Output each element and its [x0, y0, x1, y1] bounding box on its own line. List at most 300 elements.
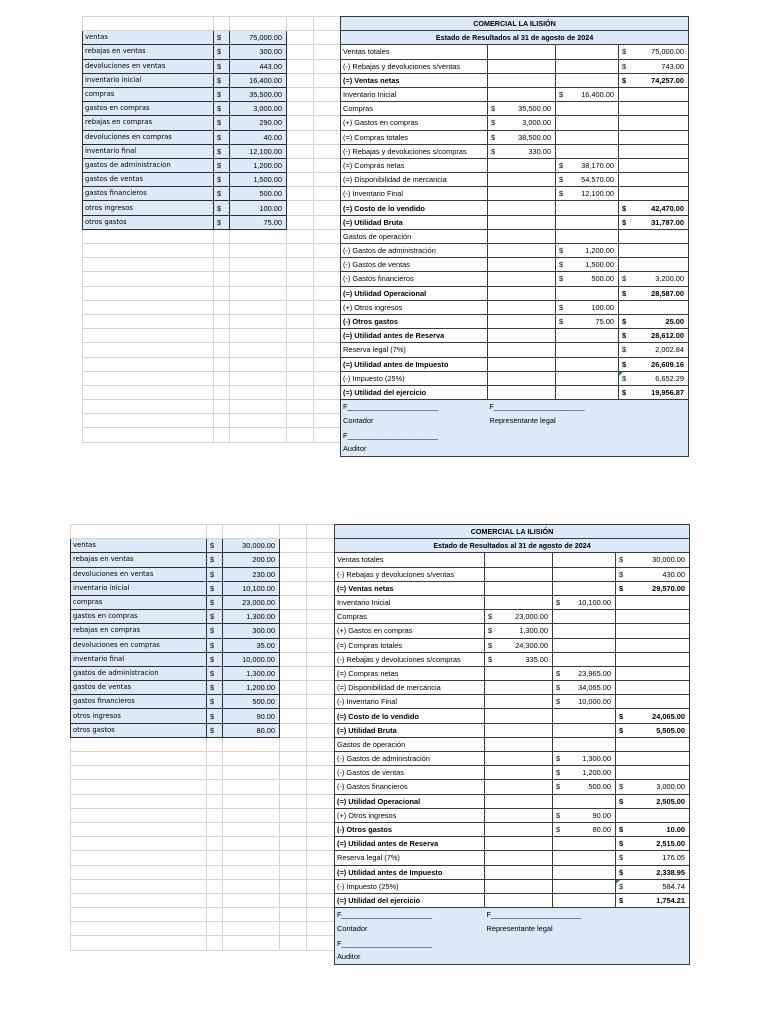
grid-cell[interactable]: [214, 385, 230, 399]
input-value[interactable]: 1,200.00: [223, 681, 280, 695]
input-label[interactable]: gastos en compras: [83, 102, 214, 116]
line-item-label[interactable]: (-) Inventario Final: [335, 695, 485, 709]
grid-cell[interactable]: [307, 525, 335, 539]
amount-c3[interactable]: [616, 709, 690, 723]
grid-cell[interactable]: [230, 300, 287, 314]
grid-cell[interactable]: [280, 666, 307, 680]
empty-cell[interactable]: [485, 723, 553, 737]
line-item-label[interactable]: (=) Utilidad antes de Reserva: [341, 329, 488, 343]
amount-c2[interactable]: [556, 87, 619, 101]
input-value[interactable]: 300.00: [223, 624, 280, 638]
empty-cell[interactable]: [553, 709, 616, 723]
grid-cell[interactable]: [207, 808, 223, 822]
grid-cell[interactable]: [314, 244, 341, 258]
input-label[interactable]: gastos financieros: [83, 187, 214, 201]
line-item-label[interactable]: (=) Utilidad del ejercicio: [335, 893, 485, 907]
empty-cell[interactable]: [616, 808, 690, 822]
signature-line-representante[interactable]: F______________________: [488, 400, 619, 414]
grid-cell[interactable]: [307, 766, 335, 780]
empty-cell[interactable]: [485, 822, 553, 836]
grid-cell[interactable]: [214, 17, 230, 31]
grid-cell[interactable]: [314, 45, 341, 59]
grid-cell[interactable]: [307, 936, 335, 950]
empty-cell[interactable]: [616, 908, 690, 922]
grid-cell[interactable]: [287, 87, 314, 101]
empty-cell[interactable]: [485, 695, 553, 709]
grid-cell[interactable]: [314, 187, 341, 201]
grid-cell[interactable]: [287, 286, 314, 300]
currency-symbol[interactable]: $: [214, 201, 230, 215]
line-item-label[interactable]: (=) Utilidad Operacional: [341, 286, 488, 300]
empty-cell[interactable]: [488, 73, 556, 87]
grid-cell[interactable]: [314, 173, 341, 187]
amount-c3[interactable]: [619, 357, 689, 371]
amount-c2[interactable]: [556, 244, 619, 258]
empty-cell[interactable]: [556, 286, 619, 300]
amount-c2[interactable]: [553, 695, 616, 709]
input-label[interactable]: gastos de ventas: [83, 173, 214, 187]
grid-cell[interactable]: [314, 357, 341, 371]
input-value[interactable]: 90.00: [223, 709, 280, 723]
grid-cell[interactable]: [307, 638, 335, 652]
input-value[interactable]: 500.00: [223, 695, 280, 709]
grid-cell[interactable]: [287, 187, 314, 201]
grid-cell[interactable]: [307, 666, 335, 680]
grid-cell[interactable]: [71, 822, 207, 836]
empty-cell[interactable]: [485, 737, 553, 751]
grid-cell[interactable]: [207, 780, 223, 794]
amount-c3[interactable]: [619, 371, 689, 385]
empty-cell[interactable]: [616, 666, 690, 680]
empty-cell[interactable]: [553, 837, 616, 851]
grid-cell[interactable]: [287, 215, 314, 229]
grid-cell[interactable]: [307, 681, 335, 695]
amount-c2[interactable]: [553, 595, 616, 609]
empty-cell[interactable]: [619, 428, 689, 442]
input-label[interactable]: otros gastos: [83, 215, 214, 229]
empty-cell[interactable]: [485, 581, 553, 595]
input-label[interactable]: rebajas en compras: [71, 624, 207, 638]
grid-cell[interactable]: [287, 45, 314, 59]
grid-cell[interactable]: [314, 17, 341, 31]
grid-cell[interactable]: [230, 400, 287, 414]
grid-cell[interactable]: [307, 652, 335, 666]
grid-cell[interactable]: [314, 400, 341, 414]
grid-cell[interactable]: [314, 116, 341, 130]
amount-c3[interactable]: [619, 73, 689, 87]
empty-cell[interactable]: [556, 116, 619, 130]
amount-c3[interactable]: [616, 879, 690, 893]
grid-cell[interactable]: [207, 865, 223, 879]
empty-cell[interactable]: [556, 130, 619, 144]
grid-cell[interactable]: [230, 272, 287, 286]
empty-cell[interactable]: [553, 865, 616, 879]
grid-cell[interactable]: [307, 879, 335, 893]
empty-cell[interactable]: [488, 258, 556, 272]
amount-c2[interactable]: [556, 173, 619, 187]
empty-cell[interactable]: [616, 752, 690, 766]
line-item-label[interactable]: (-) Rebajas y devoluciones s/compras: [341, 144, 488, 158]
grid-cell[interactable]: [83, 357, 214, 371]
empty-cell[interactable]: [485, 567, 553, 581]
grid-cell[interactable]: [280, 808, 307, 822]
grid-cell[interactable]: [307, 709, 335, 723]
line-item-label[interactable]: (-) Rebajas y devoluciones s/ventas: [341, 59, 488, 73]
grid-cell[interactable]: [83, 300, 214, 314]
currency-symbol[interactable]: $: [207, 539, 223, 553]
empty-cell[interactable]: [485, 553, 553, 567]
amount-c2[interactable]: [553, 822, 616, 836]
grid-cell[interactable]: [71, 908, 207, 922]
empty-cell[interactable]: [553, 553, 616, 567]
grid-cell[interactable]: [307, 808, 335, 822]
grid-cell[interactable]: [207, 879, 223, 893]
grid-cell[interactable]: [207, 936, 223, 950]
empty-cell[interactable]: [556, 385, 619, 399]
empty-cell[interactable]: [485, 893, 553, 907]
grid-cell[interactable]: [280, 737, 307, 751]
line-item-label[interactable]: Compras: [335, 610, 485, 624]
grid-cell[interactable]: [314, 329, 341, 343]
grid-cell[interactable]: [214, 314, 230, 328]
company-name[interactable]: COMERCIAL LA ILISIÓN: [341, 17, 689, 31]
line-item-label[interactable]: (-) Otros gastos: [335, 822, 485, 836]
grid-cell[interactable]: [83, 286, 214, 300]
empty-cell[interactable]: [485, 879, 553, 893]
input-value[interactable]: 35.00: [223, 638, 280, 652]
empty-cell[interactable]: [553, 723, 616, 737]
grid-cell[interactable]: [307, 624, 335, 638]
grid-cell[interactable]: [71, 879, 207, 893]
signature-line-auditor[interactable]: F______________________: [341, 428, 488, 442]
grid-cell[interactable]: [280, 837, 307, 851]
grid-cell[interactable]: [314, 414, 341, 428]
input-label[interactable]: rebajas en compras: [83, 116, 214, 130]
empty-cell[interactable]: [553, 893, 616, 907]
grid-cell[interactable]: [280, 695, 307, 709]
amount-c1[interactable]: [488, 102, 556, 116]
empty-cell[interactable]: [485, 752, 553, 766]
empty-cell[interactable]: [485, 865, 553, 879]
line-item-label[interactable]: (=) Ventas netas: [335, 581, 485, 595]
empty-cell[interactable]: [485, 950, 616, 964]
line-item-label[interactable]: Inventario Inicial: [335, 595, 485, 609]
input-label[interactable]: devoluciones en ventas: [83, 59, 214, 73]
amount-c3[interactable]: [619, 215, 689, 229]
grid-cell[interactable]: [83, 428, 214, 442]
grid-cell[interactable]: [230, 357, 287, 371]
empty-cell[interactable]: [553, 567, 616, 581]
grid-cell[interactable]: [207, 908, 223, 922]
grid-cell[interactable]: [223, 879, 280, 893]
grid-cell[interactable]: [223, 822, 280, 836]
grid-cell[interactable]: [287, 343, 314, 357]
input-label[interactable]: otros gastos: [71, 723, 207, 737]
input-label[interactable]: compras: [83, 87, 214, 101]
grid-cell[interactable]: [307, 610, 335, 624]
line-item-label[interactable]: (=) Compras netas: [341, 158, 488, 172]
currency-symbol[interactable]: $: [207, 666, 223, 680]
grid-cell[interactable]: [314, 144, 341, 158]
empty-cell[interactable]: [488, 286, 556, 300]
grid-cell[interactable]: [307, 893, 335, 907]
input-label[interactable]: gastos en compras: [71, 610, 207, 624]
input-value[interactable]: 10,100.00: [223, 581, 280, 595]
amount-c2[interactable]: [553, 666, 616, 680]
amount-c1[interactable]: [485, 624, 553, 638]
grid-cell[interactable]: [314, 272, 341, 286]
grid-cell[interactable]: [287, 31, 314, 45]
input-value[interactable]: 75,000.00: [230, 31, 287, 45]
grid-cell[interactable]: [307, 737, 335, 751]
grid-cell[interactable]: [280, 908, 307, 922]
input-value[interactable]: 80.00: [223, 723, 280, 737]
empty-cell[interactable]: [556, 371, 619, 385]
grid-cell[interactable]: [230, 286, 287, 300]
signature-line-contador[interactable]: F______________________: [335, 908, 485, 922]
empty-cell[interactable]: [619, 187, 689, 201]
empty-cell[interactable]: [488, 442, 619, 456]
grid-cell[interactable]: [280, 624, 307, 638]
grid-cell[interactable]: [307, 553, 335, 567]
line-item-label[interactable]: (-) Impuesto (25%): [341, 371, 488, 385]
line-item-label[interactable]: Gastos de operación: [341, 229, 488, 243]
empty-cell[interactable]: [619, 414, 689, 428]
grid-cell[interactable]: [280, 780, 307, 794]
grid-cell[interactable]: [307, 695, 335, 709]
amount-c2[interactable]: [556, 158, 619, 172]
currency-symbol[interactable]: $: [207, 567, 223, 581]
currency-symbol[interactable]: $: [214, 102, 230, 116]
line-item-label[interactable]: (=) Compras netas: [335, 666, 485, 680]
line-item-label[interactable]: (-) Impuesto (25%): [335, 879, 485, 893]
grid-cell[interactable]: [287, 258, 314, 272]
grid-cell[interactable]: [314, 229, 341, 243]
grid-cell[interactable]: [214, 258, 230, 272]
grid-cell[interactable]: [280, 681, 307, 695]
empty-cell[interactable]: [485, 666, 553, 680]
grid-cell[interactable]: [314, 215, 341, 229]
currency-symbol[interactable]: $: [214, 130, 230, 144]
empty-cell[interactable]: [488, 357, 556, 371]
grid-cell[interactable]: [214, 400, 230, 414]
amount-c1[interactable]: [485, 610, 553, 624]
line-item-label[interactable]: (-) Gastos de ventas: [341, 258, 488, 272]
amount-c3[interactable]: [616, 865, 690, 879]
grid-cell[interactable]: [83, 272, 214, 286]
grid-cell[interactable]: [83, 329, 214, 343]
currency-symbol[interactable]: $: [214, 45, 230, 59]
grid-cell[interactable]: [280, 525, 307, 539]
grid-cell[interactable]: [280, 595, 307, 609]
line-item-label[interactable]: (-) Rebajas y devoluciones s/ventas: [335, 567, 485, 581]
currency-symbol[interactable]: $: [214, 116, 230, 130]
grid-cell[interactable]: [280, 893, 307, 907]
amount-c3[interactable]: [616, 553, 690, 567]
grid-cell[interactable]: [83, 414, 214, 428]
grid-cell[interactable]: [307, 539, 335, 553]
line-item-label[interactable]: Reserva legal (7%): [335, 851, 485, 865]
amount-c1[interactable]: [488, 116, 556, 130]
grid-cell[interactable]: [280, 709, 307, 723]
grid-cell[interactable]: [280, 581, 307, 595]
line-item-label[interactable]: Ventas totales: [335, 553, 485, 567]
currency-symbol[interactable]: $: [207, 581, 223, 595]
grid-cell[interactable]: [307, 837, 335, 851]
input-value[interactable]: 500.00: [230, 187, 287, 201]
line-item-label[interactable]: (+) Gastos en compras: [341, 116, 488, 130]
grid-cell[interactable]: [207, 893, 223, 907]
line-item-label[interactable]: (=) Disponibilidad de mercancia: [341, 173, 488, 187]
empty-cell[interactable]: [485, 595, 553, 609]
grid-cell[interactable]: [287, 357, 314, 371]
empty-cell[interactable]: [488, 45, 556, 59]
signature-role-contador[interactable]: Contador: [341, 414, 488, 428]
amount-c3[interactable]: [619, 314, 689, 328]
grid-cell[interactable]: [287, 414, 314, 428]
currency-symbol[interactable]: $: [214, 215, 230, 229]
empty-cell[interactable]: [616, 922, 690, 936]
grid-cell[interactable]: [280, 865, 307, 879]
line-item-label[interactable]: (=) Compras totales: [341, 130, 488, 144]
empty-cell[interactable]: [616, 652, 690, 666]
line-item-label[interactable]: (=) Costo de lo vendido: [341, 201, 488, 215]
grid-cell[interactable]: [287, 130, 314, 144]
grid-cell[interactable]: [83, 385, 214, 399]
amount-c2[interactable]: [553, 808, 616, 822]
empty-cell[interactable]: [556, 144, 619, 158]
empty-cell[interactable]: [556, 329, 619, 343]
line-item-label[interactable]: (=) Utilidad Operacional: [335, 794, 485, 808]
amount-c1[interactable]: [488, 130, 556, 144]
grid-cell[interactable]: [314, 59, 341, 73]
company-name[interactable]: COMERCIAL LA ILISIÓN: [335, 525, 690, 539]
grid-cell[interactable]: [314, 73, 341, 87]
amount-c2[interactable]: [556, 258, 619, 272]
empty-cell[interactable]: [556, 201, 619, 215]
amount-c3[interactable]: [616, 893, 690, 907]
amount-c3[interactable]: [616, 723, 690, 737]
grid-cell[interactable]: [223, 737, 280, 751]
line-item-label[interactable]: (=) Utilidad Bruta: [335, 723, 485, 737]
input-value[interactable]: 12,100.00: [230, 144, 287, 158]
currency-symbol[interactable]: $: [207, 709, 223, 723]
grid-cell[interactable]: [71, 936, 207, 950]
line-item-label[interactable]: (=) Costo de lo vendido: [335, 709, 485, 723]
grid-cell[interactable]: [314, 371, 341, 385]
grid-cell[interactable]: [307, 794, 335, 808]
grid-cell[interactable]: [287, 59, 314, 73]
grid-cell[interactable]: [230, 244, 287, 258]
signature-role-auditor[interactable]: Auditor: [341, 442, 488, 456]
grid-cell[interactable]: [307, 581, 335, 595]
empty-cell[interactable]: [485, 808, 553, 822]
line-item-label[interactable]: Reserva legal (7%): [341, 343, 488, 357]
grid-cell[interactable]: [223, 908, 280, 922]
empty-cell[interactable]: [488, 229, 556, 243]
input-value[interactable]: 1,200.00: [230, 158, 287, 172]
grid-cell[interactable]: [314, 130, 341, 144]
grid-cell[interactable]: [314, 300, 341, 314]
amount-c2[interactable]: [556, 272, 619, 286]
currency-symbol[interactable]: $: [207, 610, 223, 624]
grid-cell[interactable]: [280, 553, 307, 567]
grid-cell[interactable]: [280, 794, 307, 808]
line-item-label[interactable]: (=) Utilidad del ejercicio: [341, 385, 488, 399]
grid-cell[interactable]: [71, 837, 207, 851]
grid-cell[interactable]: [207, 752, 223, 766]
grid-cell[interactable]: [71, 525, 207, 539]
grid-cell[interactable]: [307, 752, 335, 766]
currency-symbol[interactable]: $: [207, 638, 223, 652]
currency-symbol[interactable]: $: [214, 73, 230, 87]
grid-cell[interactable]: [207, 922, 223, 936]
grid-cell[interactable]: [71, 752, 207, 766]
empty-cell[interactable]: [616, 950, 690, 964]
empty-cell[interactable]: [488, 244, 556, 258]
statement-title[interactable]: Estado de Resultados al 31 de agosto de 2024: [341, 31, 689, 45]
grid-cell[interactable]: [214, 343, 230, 357]
grid-cell[interactable]: [223, 752, 280, 766]
input-label[interactable]: devoluciones en ventas: [71, 567, 207, 581]
grid-cell[interactable]: [314, 343, 341, 357]
grid-cell[interactable]: [307, 723, 335, 737]
empty-cell[interactable]: [488, 300, 556, 314]
empty-cell[interactable]: [488, 87, 556, 101]
grid-cell[interactable]: [287, 428, 314, 442]
amount-c2[interactable]: [553, 752, 616, 766]
grid-cell[interactable]: [207, 822, 223, 836]
signature-line-contador[interactable]: F______________________: [341, 400, 488, 414]
grid-cell[interactable]: [314, 102, 341, 116]
grid-cell[interactable]: [83, 343, 214, 357]
input-label[interactable]: gastos de ventas: [71, 681, 207, 695]
empty-cell[interactable]: [488, 272, 556, 286]
input-value[interactable]: 30,000.00: [223, 539, 280, 553]
grid-cell[interactable]: [280, 652, 307, 666]
grid-cell[interactable]: [223, 808, 280, 822]
empty-cell[interactable]: [556, 215, 619, 229]
input-label[interactable]: inventario final: [83, 144, 214, 158]
input-value[interactable]: 40.00: [230, 130, 287, 144]
empty-cell[interactable]: [616, 766, 690, 780]
empty-cell[interactable]: [485, 794, 553, 808]
input-label[interactable]: rebajas en ventas: [71, 553, 207, 567]
grid-cell[interactable]: [207, 837, 223, 851]
empty-cell[interactable]: [488, 385, 556, 399]
grid-cell[interactable]: [287, 300, 314, 314]
input-value[interactable]: 1,300.00: [223, 666, 280, 680]
grid-cell[interactable]: [314, 286, 341, 300]
signature-role-representante[interactable]: Representante legal: [488, 414, 619, 428]
grid-cell[interactable]: [287, 73, 314, 87]
grid-cell[interactable]: [214, 286, 230, 300]
grid-cell[interactable]: [314, 314, 341, 328]
grid-cell[interactable]: [280, 851, 307, 865]
empty-cell[interactable]: [485, 681, 553, 695]
signature-role-contador[interactable]: Contador: [335, 922, 485, 936]
empty-cell[interactable]: [485, 837, 553, 851]
currency-symbol[interactable]: $: [207, 723, 223, 737]
input-value[interactable]: 200.00: [223, 553, 280, 567]
input-label[interactable]: otros ingresos: [71, 709, 207, 723]
line-item-label[interactable]: (+) Otros ingresos: [341, 300, 488, 314]
line-item-label[interactable]: Gastos de operación: [335, 737, 485, 751]
grid-cell[interactable]: [207, 737, 223, 751]
grid-cell[interactable]: [223, 766, 280, 780]
empty-cell[interactable]: [485, 936, 616, 950]
input-label[interactable]: inventario inicial: [83, 73, 214, 87]
